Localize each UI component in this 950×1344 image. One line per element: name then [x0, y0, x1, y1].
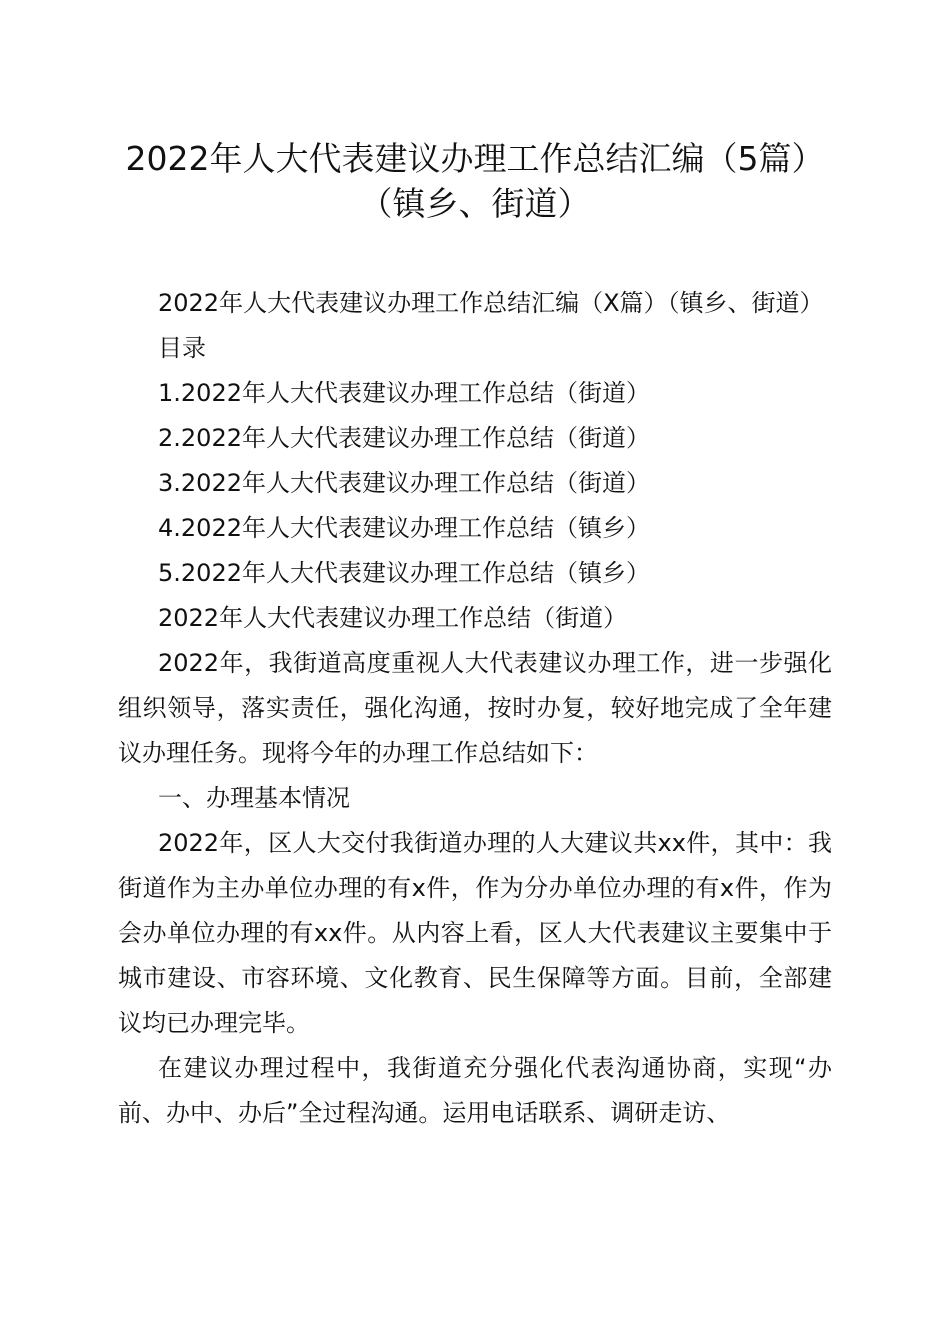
collection-subtitle-paragraph: 2022年人大代表建议办理工作总结汇编（X篇）（镇乡、街道）	[158, 289, 824, 317]
toc-item: 4.2022年人大代表建议办理工作总结（镇乡）	[158, 514, 650, 542]
section-heading: 一、办理基本情况	[158, 784, 350, 812]
toc-item: 3.2022年人大代表建议办理工作总结（街道）	[158, 469, 650, 497]
toc-item: 5.2022年人大代表建议办理工作总结（镇乡）	[158, 559, 650, 587]
table-of-contents-heading: 目录	[158, 334, 206, 362]
body-paragraph: 2022年，区人大交付我街道办理的人大建议共xx件，其中：我街道作为主办单位办理的有x件，作为分办单位办理的有x件，作为会办单位办理的有xx件。从内容上看，区人大代表建议主要集中于城市建设、市容环境、文化教育、民生保障等方面。目前，全部建议均已办理完毕。	[118, 829, 832, 1037]
toc-item: 2.2022年人大代表建议办理工作总结（街道）	[158, 424, 650, 452]
body-paragraph: 2022年，我街道高度重视人大代表建议办理工作，进一步强化组织领导，落实责任，强化沟通，按时办复，较好地完成了全年建议办理任务。现将今年的办理工作总结如下：	[118, 649, 832, 767]
body-paragraph: 在建议办理过程中，我街道充分强化代表沟通协商，实现“办前、办中、办后”全过程沟通。运用电话联系、调研走访、	[118, 1054, 832, 1127]
section-title: 2022年人大代表建议办理工作总结（街道）	[158, 604, 628, 632]
toc-item: 1.2022年人大代表建议办理工作总结（街道）	[158, 379, 650, 407]
document-title: 2022年人大代表建议办理工作总结汇编（5篇）（镇乡、街道）	[125, 139, 825, 223]
document-body	[118, 281, 832, 1136]
